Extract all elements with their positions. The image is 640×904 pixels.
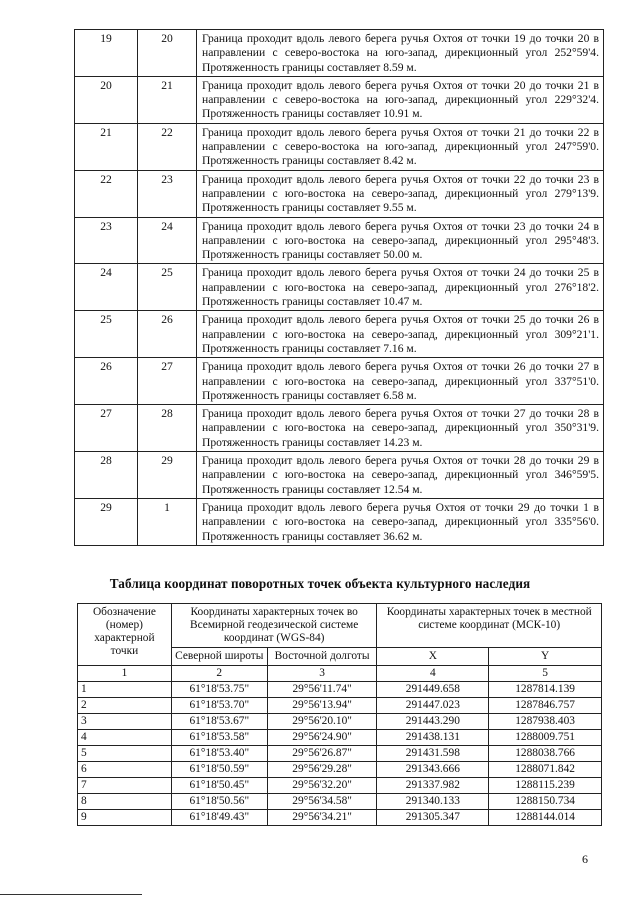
point-id: 5 [78, 746, 172, 762]
boundary-row [75, 123, 604, 170]
boundary-row [75, 217, 604, 264]
page-number: 6 [582, 852, 588, 866]
point-to: 25 [138, 264, 197, 311]
x-coordinate: 291447.023 [377, 698, 489, 714]
boundary-row [75, 170, 604, 217]
latitude: 61°18'50.56" [171, 794, 267, 810]
header-y: Y [489, 648, 602, 666]
point-to: 24 [138, 217, 197, 264]
boundary-row [75, 498, 604, 545]
boundary-row [75, 405, 604, 452]
point-from: 29 [75, 498, 138, 545]
longitude: 29°56'20.10" [267, 714, 377, 730]
latitude: 61°18'50.59" [171, 762, 267, 778]
y-coordinate: 1287938.403 [489, 714, 602, 730]
point-to: 26 [138, 311, 197, 358]
boundary-description-table [74, 29, 604, 546]
header-east-longitude: Восточной долготы [267, 648, 377, 666]
point-id: 7 [78, 778, 172, 794]
coordinate-row [78, 810, 602, 826]
y-coordinate: 1288009.751 [489, 730, 602, 746]
x-coordinate: 291443.290 [377, 714, 489, 730]
header-x: X [377, 648, 489, 666]
point-id: 4 [78, 730, 172, 746]
x-coordinate: 291438.131 [377, 730, 489, 746]
latitude: 61°18'53.70" [171, 698, 267, 714]
coordinate-row [78, 730, 602, 746]
point-from: 21 [75, 123, 138, 170]
point-to: 27 [138, 358, 197, 405]
point-to: 1 [138, 498, 197, 545]
point-to: 22 [138, 123, 197, 170]
longitude: 29°56'13.94" [267, 698, 377, 714]
coordinate-row [78, 746, 602, 762]
coordinate-row [78, 682, 602, 698]
boundary-description: Граница проходит вдоль левого берега ручья Охтоя от точки 20 до точки 21 в направлении с северо-востока на юго-запад, дирекционный угол 229°32'4. Протяженность границы составляет 10.91 м. [197, 76, 604, 123]
point-to: 28 [138, 405, 197, 452]
header-north-latitude: Северной широты [171, 648, 267, 666]
header-designation: Обозначение (номер) характерной точки [78, 604, 172, 666]
x-coordinate: 291449.658 [377, 682, 489, 698]
longitude: 29°56'34.21" [267, 810, 377, 826]
longitude: 29°56'32.20" [267, 778, 377, 794]
coordinates-table [77, 603, 602, 826]
latitude: 61°18'50.45" [171, 778, 267, 794]
column-index: 3 [267, 666, 377, 682]
boundary-description: Граница проходит вдоль левого берега ручья Охтоя от точки 27 до точки 28 в направлении с юго-востока на северо-запад, дирекционный угол 350°31'9. Протяженность границы составляет 14.23 м. [197, 405, 604, 452]
boundary-row [75, 76, 604, 123]
coordinate-row [78, 794, 602, 810]
y-coordinate: 1288038.766 [489, 746, 602, 762]
point-id: 2 [78, 698, 172, 714]
column-index: 2 [171, 666, 267, 682]
header-local-system-group: Координаты характерных точек в местной системе координат (МСК-10) [377, 604, 602, 648]
point-from: 22 [75, 170, 138, 217]
longitude: 29°56'29.28" [267, 762, 377, 778]
point-to: 29 [138, 452, 197, 499]
y-coordinate: 1287814.139 [489, 682, 602, 698]
coordinate-row [78, 698, 602, 714]
point-to: 21 [138, 76, 197, 123]
x-coordinate: 291305.347 [377, 810, 489, 826]
column-index: 4 [377, 666, 489, 682]
boundary-description: Граница проходит вдоль левого берега ручья Охтоя от точки 29 до точки 1 в направлении с юго-востока на северо-запад, дирекционный угол 335°56'0. Протяженность границы составляет 36.62 м. [197, 498, 604, 545]
coordinate-row [78, 762, 602, 778]
latitude: 61°18'53.67" [171, 714, 267, 730]
point-id: 9 [78, 810, 172, 826]
point-from: 25 [75, 311, 138, 358]
header-wgs84-group: Координаты характерных точек во Всемирной геодезической системе координат (WGS-84) [171, 604, 377, 648]
latitude: 61°18'53.40" [171, 746, 267, 762]
point-id: 8 [78, 794, 172, 810]
boundary-description: Граница проходит вдоль левого берега ручья Охтоя от точки 19 до точки 20 в направлении с северо-востока на юго-запад, дирекционный угол 252°59'4. Протяженность границы составляет 8.59 м. [197, 30, 604, 77]
boundary-table-body [75, 30, 604, 546]
longitude: 29°56'24.90" [267, 730, 377, 746]
latitude: 61°18'49.43" [171, 810, 267, 826]
boundary-description: Граница проходит вдоль левого берега ручья Охтоя от точки 23 до точки 24 в направлении с юго-востока на северо-запад, дирекционный угол 295°48'3. Протяженность границы составляет 50.00 м. [197, 217, 604, 264]
boundary-description: Граница проходит вдоль левого берега ручья Охтоя от точки 22 до точки 23 в направлении с юго-востока на северо-запад, дирекционный угол 279°13'9. Протяженность границы составляет 9.55 м. [197, 170, 604, 217]
x-coordinate: 291340.133 [377, 794, 489, 810]
point-to: 23 [138, 170, 197, 217]
boundary-description: Граница проходит вдоль левого берега ручья Охтоя от точки 26 до точки 27 в направлении с юго-востока на северо-запад, дирекционный угол 337°51'0. Протяженность границы составляет 6.58 м. [197, 358, 604, 405]
point-from: 24 [75, 264, 138, 311]
boundary-row [75, 311, 604, 358]
y-coordinate: 1288115.239 [489, 778, 602, 794]
boundary-row [75, 452, 604, 499]
y-coordinate: 1287846.757 [489, 698, 602, 714]
boundary-description: Граница проходит вдоль левого берега ручья Охтоя от точки 25 до точки 26 в направлении с юго-востока на северо-запад, дирекционный угол 309°21'1. Протяженность границы составляет 7.16 м. [197, 311, 604, 358]
boundary-description: Граница проходит вдоль левого берега ручья Охтоя от точки 28 до точки 29 в направлении с юго-востока на северо-запад, дирекционный угол 346°59'5. Протяженность границы составляет 12.54 м. [197, 452, 604, 499]
point-from: 27 [75, 405, 138, 452]
coordinate-row [78, 714, 602, 730]
y-coordinate: 1288150.734 [489, 794, 602, 810]
coordinates-table-title: Таблица координат поворотных точек объекта культурного наследия [109, 576, 531, 591]
point-from: 26 [75, 358, 138, 405]
point-from: 20 [75, 76, 138, 123]
boundary-description: Граница проходит вдоль левого берега ручья Охтоя от точки 24 до точки 25 в направлении с юго-востока на северо-запад, дирекционный угол 276°18'2. Протяженность границы составляет 10.47 м. [197, 264, 604, 311]
latitude: 61°18'53.58" [171, 730, 267, 746]
boundary-row [75, 358, 604, 405]
boundary-row [75, 30, 604, 77]
point-id: 1 [78, 682, 172, 698]
coordinates-table-header [78, 604, 602, 666]
footnote-divider [0, 894, 142, 895]
column-index: 1 [78, 666, 172, 682]
x-coordinate: 291337.982 [377, 778, 489, 794]
point-from: 23 [75, 217, 138, 264]
y-coordinate: 1288144.014 [489, 810, 602, 826]
point-to: 20 [138, 30, 197, 77]
x-coordinate: 291343.666 [377, 762, 489, 778]
point-from: 19 [75, 30, 138, 77]
y-coordinate: 1288071.842 [489, 762, 602, 778]
coordinates-table-body [78, 666, 602, 826]
column-index: 5 [489, 666, 602, 682]
longitude: 29°56'34.58" [267, 794, 377, 810]
boundary-row [75, 264, 604, 311]
point-id: 3 [78, 714, 172, 730]
point-id: 6 [78, 762, 172, 778]
column-index-row [78, 666, 602, 682]
latitude: 61°18'53.75" [171, 682, 267, 698]
longitude: 29°56'11.74" [267, 682, 377, 698]
longitude: 29°56'26.87" [267, 746, 377, 762]
point-from: 28 [75, 452, 138, 499]
coordinate-row [78, 778, 602, 794]
boundary-description: Граница проходит вдоль левого берега ручья Охтоя от точки 21 до точки 22 в направлении с северо-востока на юго-запад, дирекционный угол 247°59'0. Протяженность границы составляет 8.42 м. [197, 123, 604, 170]
x-coordinate: 291431.598 [377, 746, 489, 762]
